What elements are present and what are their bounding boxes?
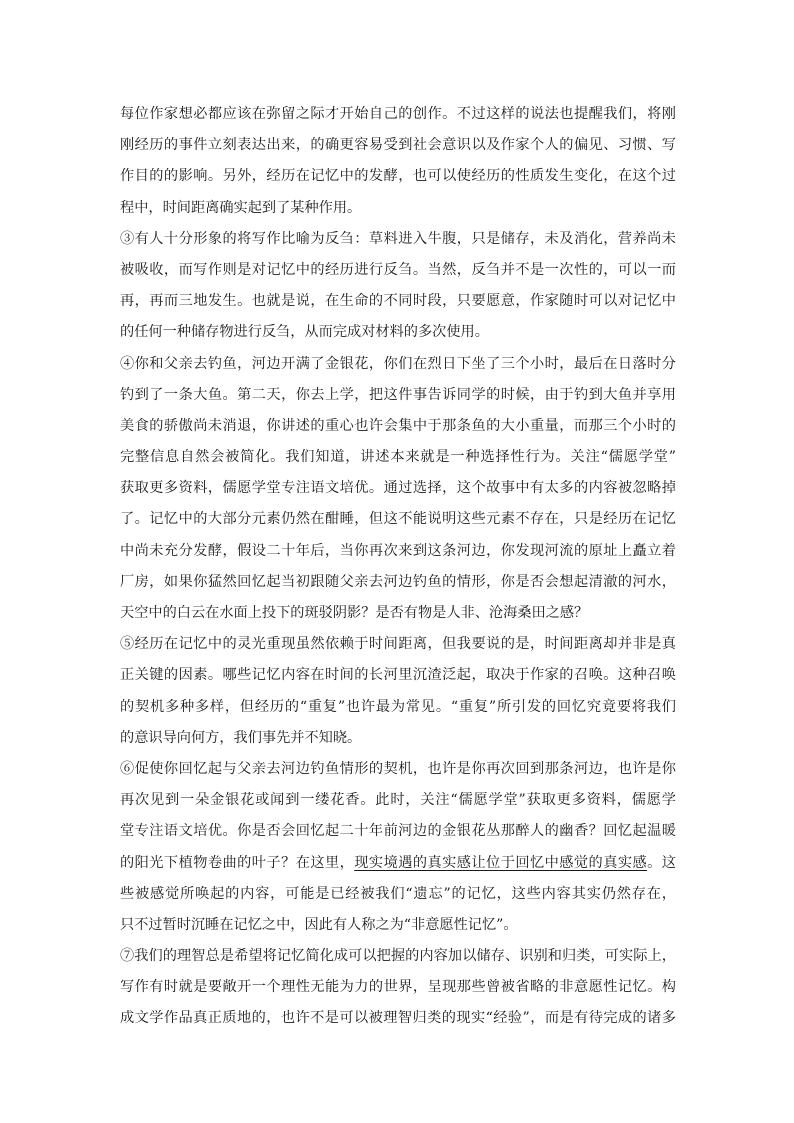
paragraph-line: ⑦我们的理智总是希望将记忆简化成可以把握的内容加以储存、识别和归类，可实际上，: [120, 948, 676, 965]
paragraph-line: ④你和父亲去钓鱼，河边开满了金银花，你们在烈日下坐了三个小时，最后在日落时分: [120, 355, 676, 372]
paragraph-line: ⑥促使你回忆起与父亲去河边钓鱼情形的契机，也许是你再次回到那条河边，也许是你: [120, 760, 676, 777]
paragraph-line: 成文学作品真正质地的，也许不是可以被理智归类的现实“经验”，而是有待完成的诸多: [120, 1010, 676, 1027]
paragraph-line: 的任何一种储存物进行反刍，从而完成对材料的多次使用。: [120, 324, 489, 341]
paragraph-line: 正关键的因素。哪些记忆内容在时间的长河里沉渣泛起，取决于作家的召唤。这种召唤: [120, 667, 676, 684]
paragraph-line: 程中，时间距离确实起到了某种作用。: [120, 199, 362, 216]
paragraph-line: 美食的骄傲尚未消退，你讲述的重心也许会集中于那条鱼的大小重量，而那三个小时的: [120, 417, 676, 434]
paragraph-line: 被吸收，而写作则是对记忆中的经历进行反刍。当然，反刍并不是一次性的，可以一而: [120, 261, 676, 278]
paragraph-line: ⑤经历在记忆中的灵光重现虽然依赖于时间距离，但我要说的是，时间距离却并非是真: [120, 636, 676, 653]
paragraph-line: 中尚未充分发酵，假设二十年后，当你再次来到这条河边，你发现河流的原址上矗立着: [120, 542, 676, 559]
paragraph-line: 的契机多种多样，但经历的“重复”也许最为常见。“重复”所引发的回忆究竟要将我们: [120, 698, 676, 715]
paragraph-line: 的意识导向何方，我们事先并不知晓。: [120, 729, 362, 746]
paragraph-line: 作目的的影响。另外，经历在记忆中的发酵，也可以使经历的性质发生变化，在这个过: [120, 168, 676, 185]
paragraph-line: 只不过暂时沉睡在记忆之中，因此有人称之为“非意愿性记忆”。: [120, 916, 518, 933]
paragraph-line: ③有人十分形象的将写作比喻为反刍：草料进入牛腹，只是储存，未及消化，营养尚未: [120, 230, 676, 247]
paragraph-line: 再，再而三地发生。也就是说，在生命的不同时段，只要愿意，作家随时可以对记忆中: [120, 293, 676, 310]
paragraph-line: 再次见到一朵金银花或闻到一缕花香。此时，关注“儒愿学堂”获取更多资料，儒愿学: [120, 792, 676, 809]
paragraph-line: 获取更多资料，儒愿学堂专注语文培优。通过选择，这个故事中有太多的内容被忽略掉: [120, 480, 676, 497]
paragraph-line: 堂专注语文培优。你是否会回忆起二十年前河边的金银花丛那醉人的幽香？回忆起温暖: [120, 823, 676, 840]
paragraph-line: 钓到了一条大鱼。第二天，你去上学，把这件事告诉同学的时候，由于钓到大鱼并享用: [120, 386, 676, 403]
paragraph-line: 每位作家想必都应该在弥留之际才开始自己的创作。不过这样的说法也提醒我们，将刚: [120, 106, 676, 122]
line-text: 。这: [647, 854, 676, 871]
paragraph-line: 些被感觉所唤起的内容，可能是已经被我们“遗忘”的记忆，这些内容其实仍然存在，: [120, 885, 676, 902]
paragraph-line: 完整信息自然会被简化。我们知道，讲述本来就是一种选择性行为。关注“儒愿学堂”: [120, 449, 676, 466]
document-page: [120, 99, 676, 1035]
underlined-sentence: 现实境遇的真实感让位于回忆中感觉的真实感: [354, 854, 648, 871]
paragraph-line: 了。记忆中的大部分元素仍然在酣睡，但这不能说明这些元素不存在，只是经历在记忆: [120, 511, 676, 528]
paragraph-line: 写作有时就是要敞开一个理性无能为力的世界，呈现那些曾被省略的非意愿性记忆。构: [120, 979, 676, 996]
line-text: 的阳光下植物卷曲的叶子？在这里，: [120, 854, 355, 871]
paragraph-line: 刚经历的事件立刻表达出来，的确更容易受到社会意识以及作家个人的偏见、习惯、写: [120, 137, 676, 154]
paragraph-line: 厂房，如果你猛然回忆起当初跟随父亲去河边钓鱼的情形，你是否会想起清澈的河水，: [120, 573, 676, 590]
paragraph-line: 天空中的白云在水面上投下的斑驳阴影？是否有物是人非、沧海桑田之感？: [120, 605, 589, 621]
paragraph-line-underlined: [120, 848, 676, 879]
